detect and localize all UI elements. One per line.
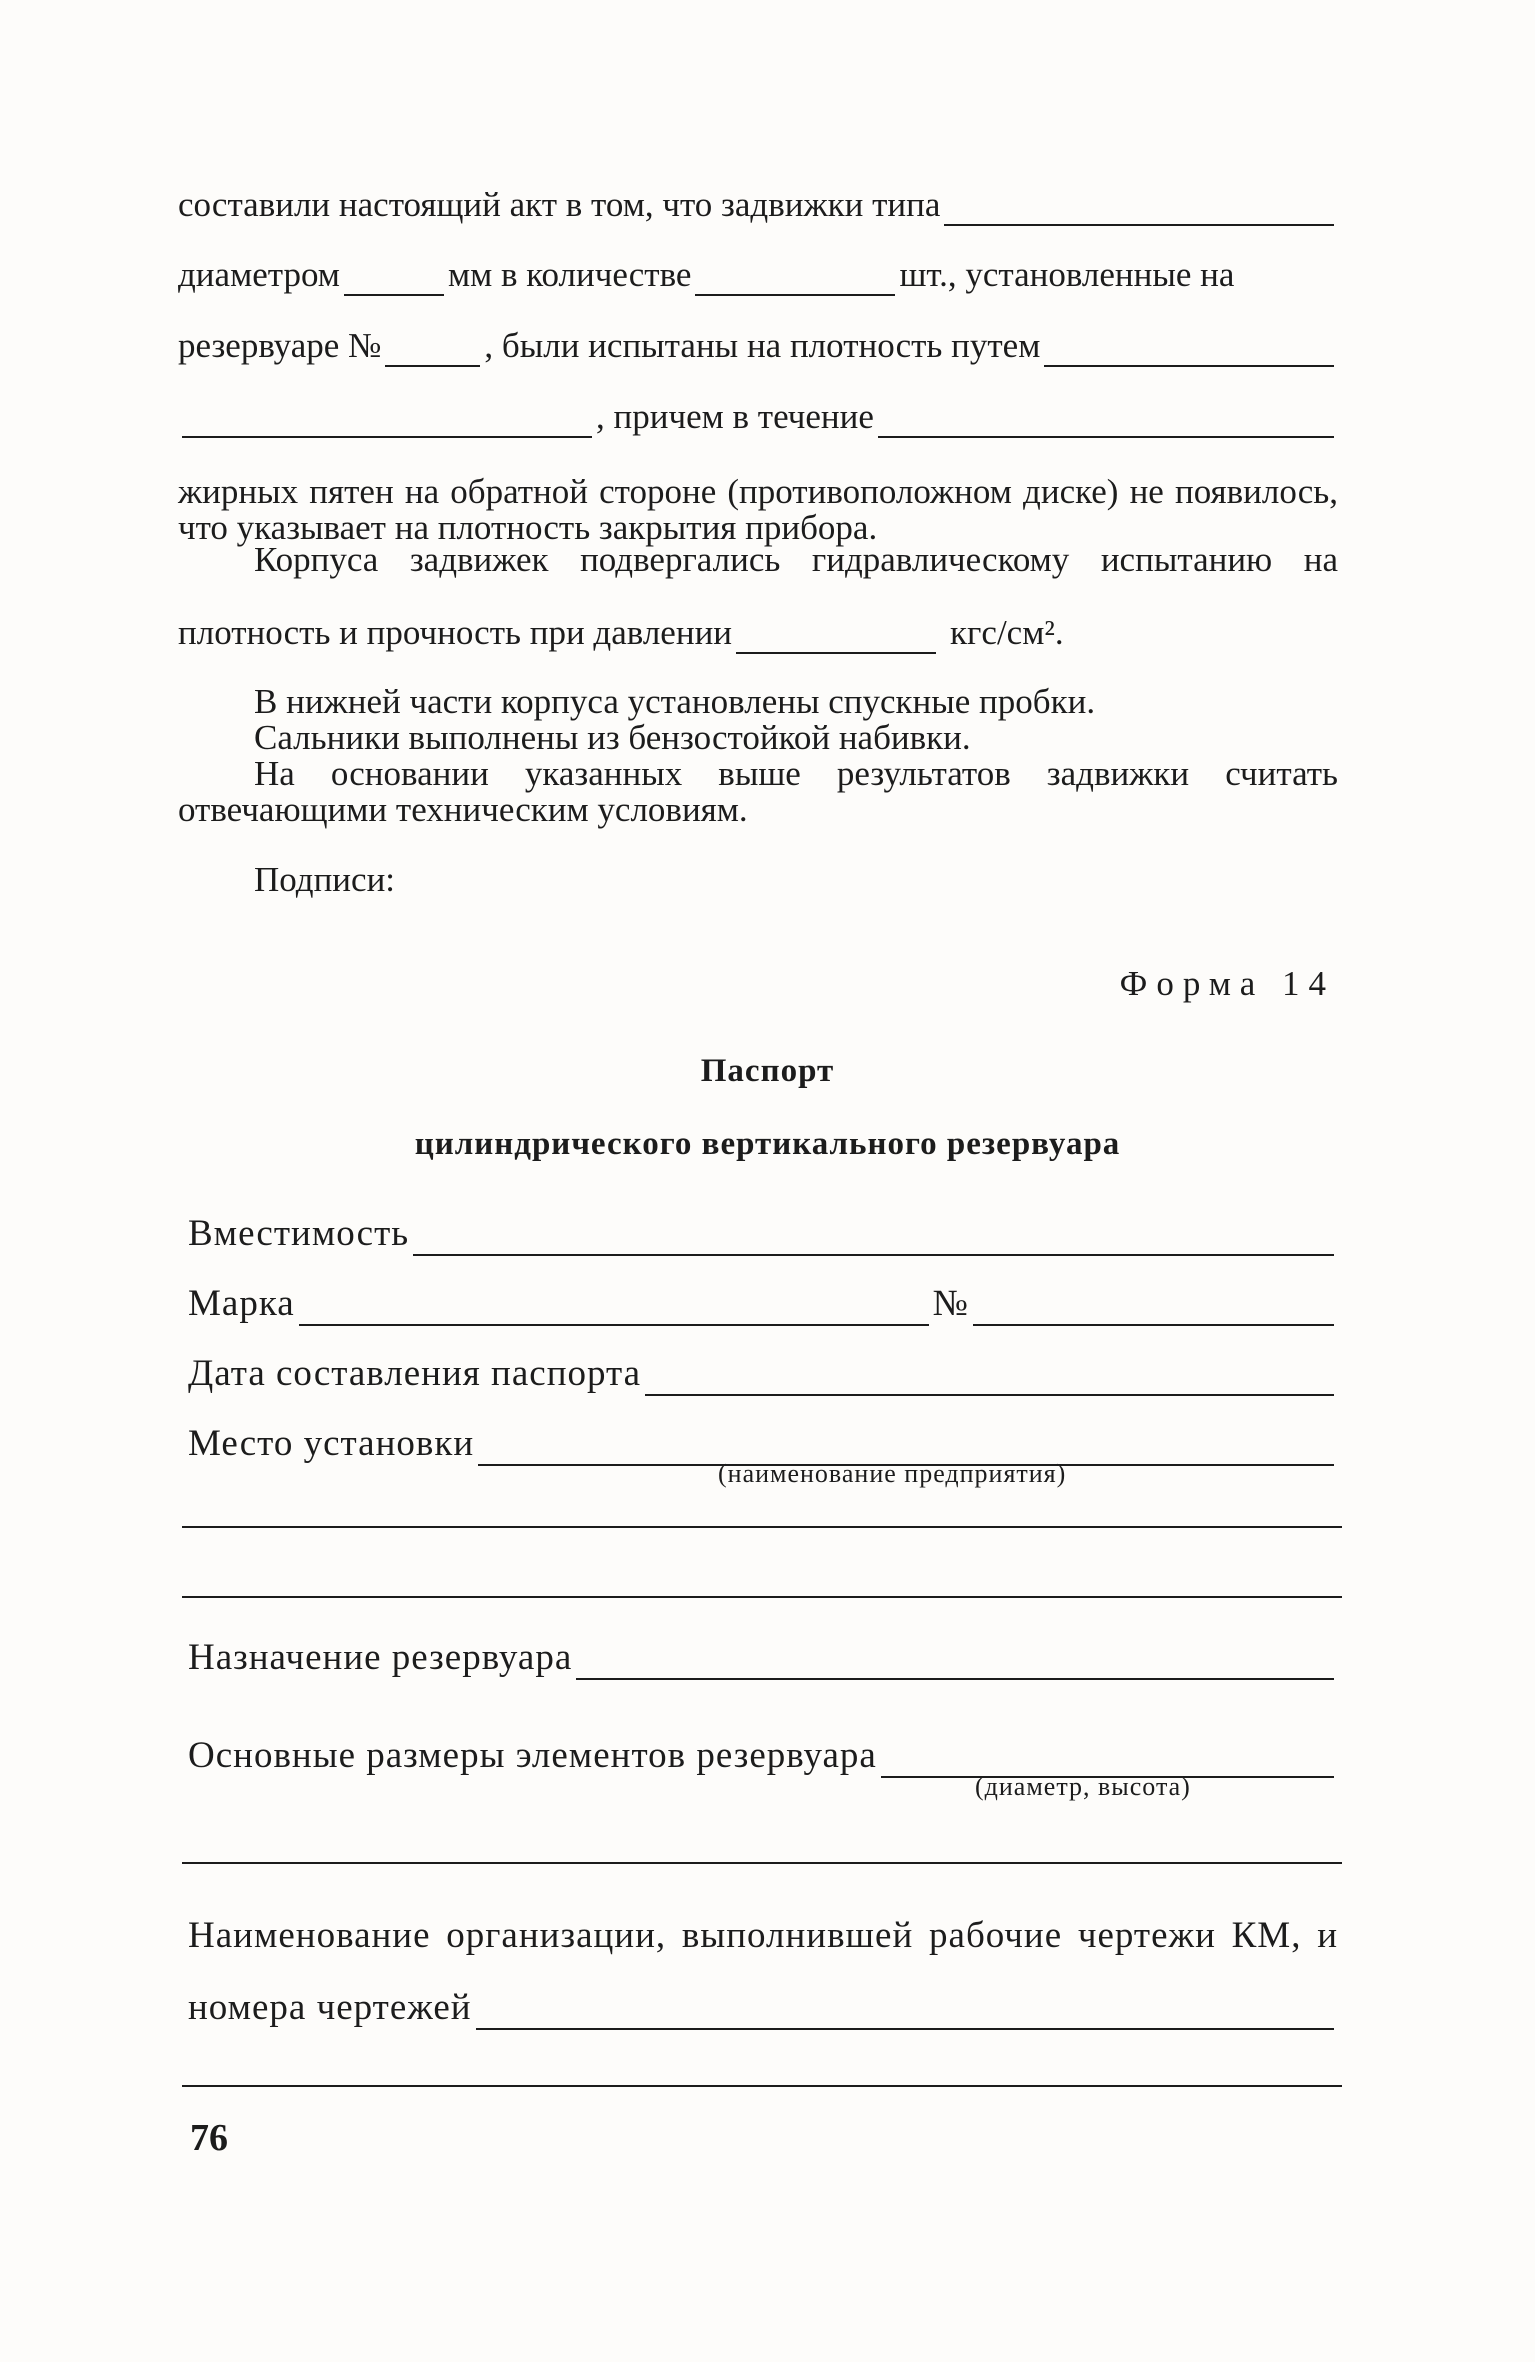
tank-number-label: резервуаре № [178,326,382,365]
dimensions-label: Основные размеры элементов резервуара [188,1735,877,1776]
tank-number-blank [385,335,480,367]
brand-label: Марка [188,1283,295,1324]
paragraph-glands: Сальники выполнены из бензостойкой набивки. [254,718,971,757]
paragraph-conclusion: На основании указанных выше результатов задвижки считать отвечающими техническим условиям. [178,754,1338,829]
brand-blank [299,1294,929,1326]
purpose-label: Назначение резервуара [188,1637,573,1678]
drawings-blank [476,1998,1334,2030]
tested-label: , были испытаны на плотность путем [484,326,1041,365]
number-blank [973,1294,1334,1326]
location-continued-line-2 [182,1596,1342,1598]
act-line-3 [178,325,1338,367]
act-line-1 [178,184,1338,226]
paragraph-plugs: В нижней части корпуса установлены спускные пробки. [254,682,1096,721]
capacity-label: Вместимость [188,1213,410,1254]
date-row [188,1352,1338,1396]
form-number: Форма 14 [1119,964,1335,1003]
valve-type-blank [944,194,1334,226]
purpose-blank [576,1648,1334,1680]
date-blank [645,1364,1334,1396]
pressure-blank [736,622,936,654]
installed-label: шт., установленные на [899,255,1235,294]
location-continued-line-1 [182,1526,1342,1528]
capacity-blank [413,1224,1334,1256]
quantity-label: мм в количестве [447,255,692,294]
form-title: Паспорт [700,1053,835,1089]
duration-label: , причем в течение [596,397,874,436]
paragraph-leaks: жирных пятен на обратной стороне (противоположном диске) не появилось, что указывает на плотность закрытия прибора. [178,472,1338,547]
method-blank [1044,335,1334,367]
diameter-blank [344,264,444,296]
brand-row [188,1282,1338,1326]
number-sign: № [932,1283,969,1324]
quantity-blank [695,264,895,296]
paragraph-housing: Корпуса задвижек подвергались гидравлическому испытанию на [254,540,1338,579]
purpose-row [188,1636,1338,1680]
duration-blank [878,406,1334,438]
drawings-continued-line [182,2085,1342,2087]
date-label: Дата составления паспорта [188,1353,642,1394]
drawings-row [188,1986,1338,2030]
location-caption: (наименование предприятия) [718,1459,1067,1488]
organization-line: Наименование организации, выполнившей рабочие чертежи КМ, и [188,1915,1338,1956]
location-label: Место установки [188,1423,475,1464]
form-subtitle: цилиндрического вертикального резервуара [414,1126,1121,1162]
act-line-4 [178,396,1338,438]
capacity-row [188,1212,1338,1256]
drawings-label: номера чертежей [188,1987,472,2028]
pressure-unit: кгс/см². [950,613,1064,652]
act-line-2 [178,254,1338,296]
diameter-label: диаметром [178,255,340,294]
method-continued-blank [182,406,592,438]
dimensions-caption: (диаметр, высота) [975,1772,1191,1801]
signatures-label: Подписи: [254,860,396,899]
act-line-1-text: составили настоящий акт в том, что задвижки типа [178,185,941,224]
page-number: 76 [190,2117,228,2159]
pressure-line [178,612,1338,654]
pressure-label: плотность и прочность при давлении [178,613,733,652]
dimensions-continued-line [182,1862,1342,1864]
